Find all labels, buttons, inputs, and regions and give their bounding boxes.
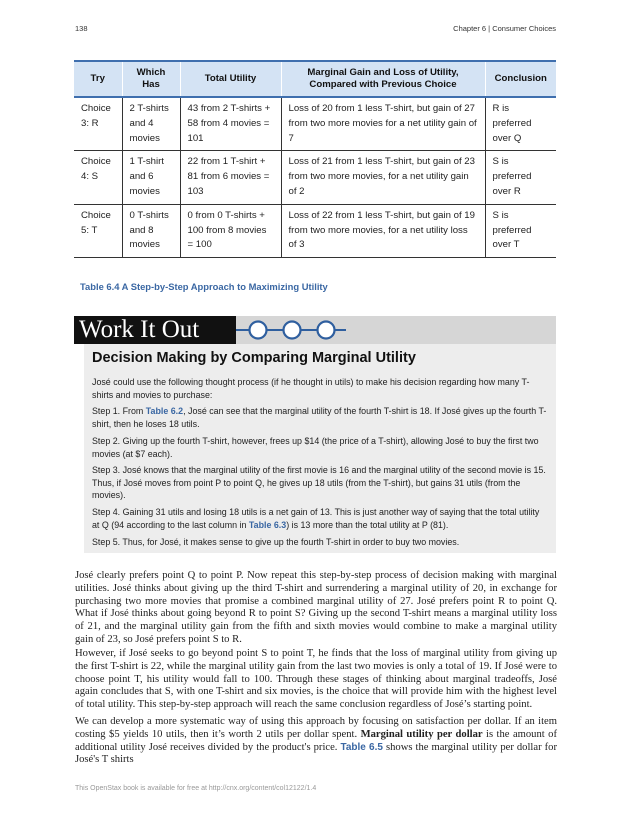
table-caption: Table 6.4 A Step-by-Step Approach to Maximizing Utility bbox=[80, 281, 328, 292]
table-cell: Loss of 22 from 1 less T-shirt, but gain of 19 from two more movies, for a net utility loss of 3 bbox=[281, 204, 485, 257]
step-5: Step 5. Thus, for José, it makes sense to give up the fourth T-shirt in order to buy two movies. bbox=[92, 537, 460, 547]
table-cell: S is preferred over R bbox=[485, 151, 556, 204]
column-header: Conclusion bbox=[485, 61, 556, 97]
table-cell: Choice 3: R bbox=[74, 97, 122, 151]
table-6-2-link[interactable]: Table 6.2 bbox=[145, 406, 184, 416]
step-2: Step 2. Giving up the fourth T-shirt, however, frees up $14 (the price of a T-shirt), allowing José to buy the first two movies (at $7 each). bbox=[92, 436, 539, 459]
utility-table bbox=[74, 60, 556, 258]
body-paragraph: However, if José seeks to go beyond point S to point T, he finds that the loss of marginal utility from giving up the first T-shirt is 22, while the marginal utility gain from the last two movies is only a total of 19. If José were to choose point T, his utility would fall to 100. Through these stages of thinking about marginal tradeoffs, José again concludes that S, with one T-shirt and six movies, is the choice that will provide him with the highest level of total utility. This step-by-step approach will reach the same conclusion regardless of José’s starting point. bbox=[75, 648, 557, 710]
work-it-out-label: Work It Out bbox=[74, 316, 236, 344]
step-text: ) is 13 more than the total utility at P (81). bbox=[286, 519, 449, 530]
step-4 bbox=[92, 506, 548, 531]
table-row bbox=[74, 151, 556, 204]
column-header: Marginal Gain and Loss of Utility, Compared with Previous Choice bbox=[281, 61, 485, 97]
column-header: Which Has bbox=[122, 61, 180, 97]
body-paragraph: José clearly prefers point Q to point P. Now repeat this step-by-step process of decision making with marginal utilities. José thinks about giving up the third T-shirt and surrendering a marginal utility of 20, in exchange for purchasing two more movies that promise a combined marginal utility of 27. José prefers point R to point Q. What if José thinks about going beyond R to point S? Giving up the second T-shirt means a marginal utility loss of 21, and the marginal utility gain from the fifth and sixth movies would combine to make a marginal utility gain of 23, so José prefers point S to R. bbox=[75, 570, 557, 645]
table-cell: R is preferred over Q bbox=[485, 97, 556, 151]
key-term: Marginal utility per dollar bbox=[360, 728, 483, 740]
step-text: Step 1. From bbox=[92, 406, 146, 416]
step-3: Step 3. José knows that the marginal utility of the first movie is 16 and the marginal utility of the second movie is 15. Thus, if José moves from point P to point Q, he gives up 18 utils (from the T-shirt), but gains 31 utils (from the movies). bbox=[92, 465, 546, 501]
table-6-3-link[interactable]: Table 6.3 bbox=[248, 519, 287, 530]
step-1 bbox=[92, 405, 548, 430]
table-cell: 43 from 2 T-shirts + 58 from 4 movies = 101 bbox=[180, 97, 281, 151]
table-header-row bbox=[74, 61, 556, 97]
step-text: Step 4. Gaining 31 utils and losing 18 utils is a net gain of 13. This is just another way of saying that the total utility at Q (94 according to the last column in bbox=[92, 507, 540, 530]
column-header: Total Utility bbox=[180, 61, 281, 97]
table-cell: Choice 4: S bbox=[74, 151, 122, 204]
table-row bbox=[74, 204, 556, 257]
chapter-header: Chapter 6 | Consumer Choices bbox=[453, 24, 556, 33]
work-it-out-intro: José could use the following thought process (if he thought in utils) to make his decision regarding how many T-shirts and movies to purchase: bbox=[92, 377, 530, 400]
table-cell: 1 T-shirt and 6 movies bbox=[122, 151, 180, 204]
table-cell: 0 from 0 T-shirts + 100 from 8 movies = 100 bbox=[180, 204, 281, 257]
table-cell: 0 T-shirts and 8 movies bbox=[122, 204, 180, 257]
table-cell: Loss of 21 from 1 less T-shirt, but gain of 23 from two more movies, for a net utility gain of 2 bbox=[281, 151, 485, 204]
table-cell: S is preferred over T bbox=[485, 204, 556, 257]
work-it-out-heading: Decision Making by Comparing Marginal Utility bbox=[92, 350, 416, 366]
body-text-span: shows the marginal utility per dollar for José's T shirts bbox=[75, 741, 557, 766]
table-cell: 22 from 1 T-shirt + 81 from 6 movies = 103 bbox=[180, 151, 281, 204]
table-row bbox=[74, 97, 556, 151]
table-cell: Choice 5: T bbox=[74, 204, 122, 257]
chain-circles-icon bbox=[236, 318, 346, 342]
page-number: 138 bbox=[75, 24, 88, 33]
body-text-span: We can develop a more systematic way of using this approach by focusing on satisfaction per dollar. If an item costing $5 yields 10 utils, then it’s worth 2 utils per dollar spent. bbox=[75, 716, 557, 740]
body-paragraph bbox=[75, 716, 557, 767]
table-cell: Loss of 20 from 1 less T-shirt, but gain of 27 from two more movies for a net utility gain of 7 bbox=[281, 97, 485, 151]
step-text: , José can see that the marginal utility of the fourth T-shirt is 18. If José gives up the fourth T-shirt, then he loses 18 utils. bbox=[92, 406, 547, 429]
page-footer: This OpenStax book is available for free at http://cnx.org/content/col12122/1.4 bbox=[75, 785, 317, 792]
table-cell: 2 T-shirts and 4 movies bbox=[122, 97, 180, 151]
body-text-span: is the amount of additional utility José receives divided by the product's price. bbox=[75, 728, 557, 753]
table-6-5-link[interactable]: Table 6.5 bbox=[340, 741, 383, 753]
column-header: Try bbox=[74, 61, 122, 97]
